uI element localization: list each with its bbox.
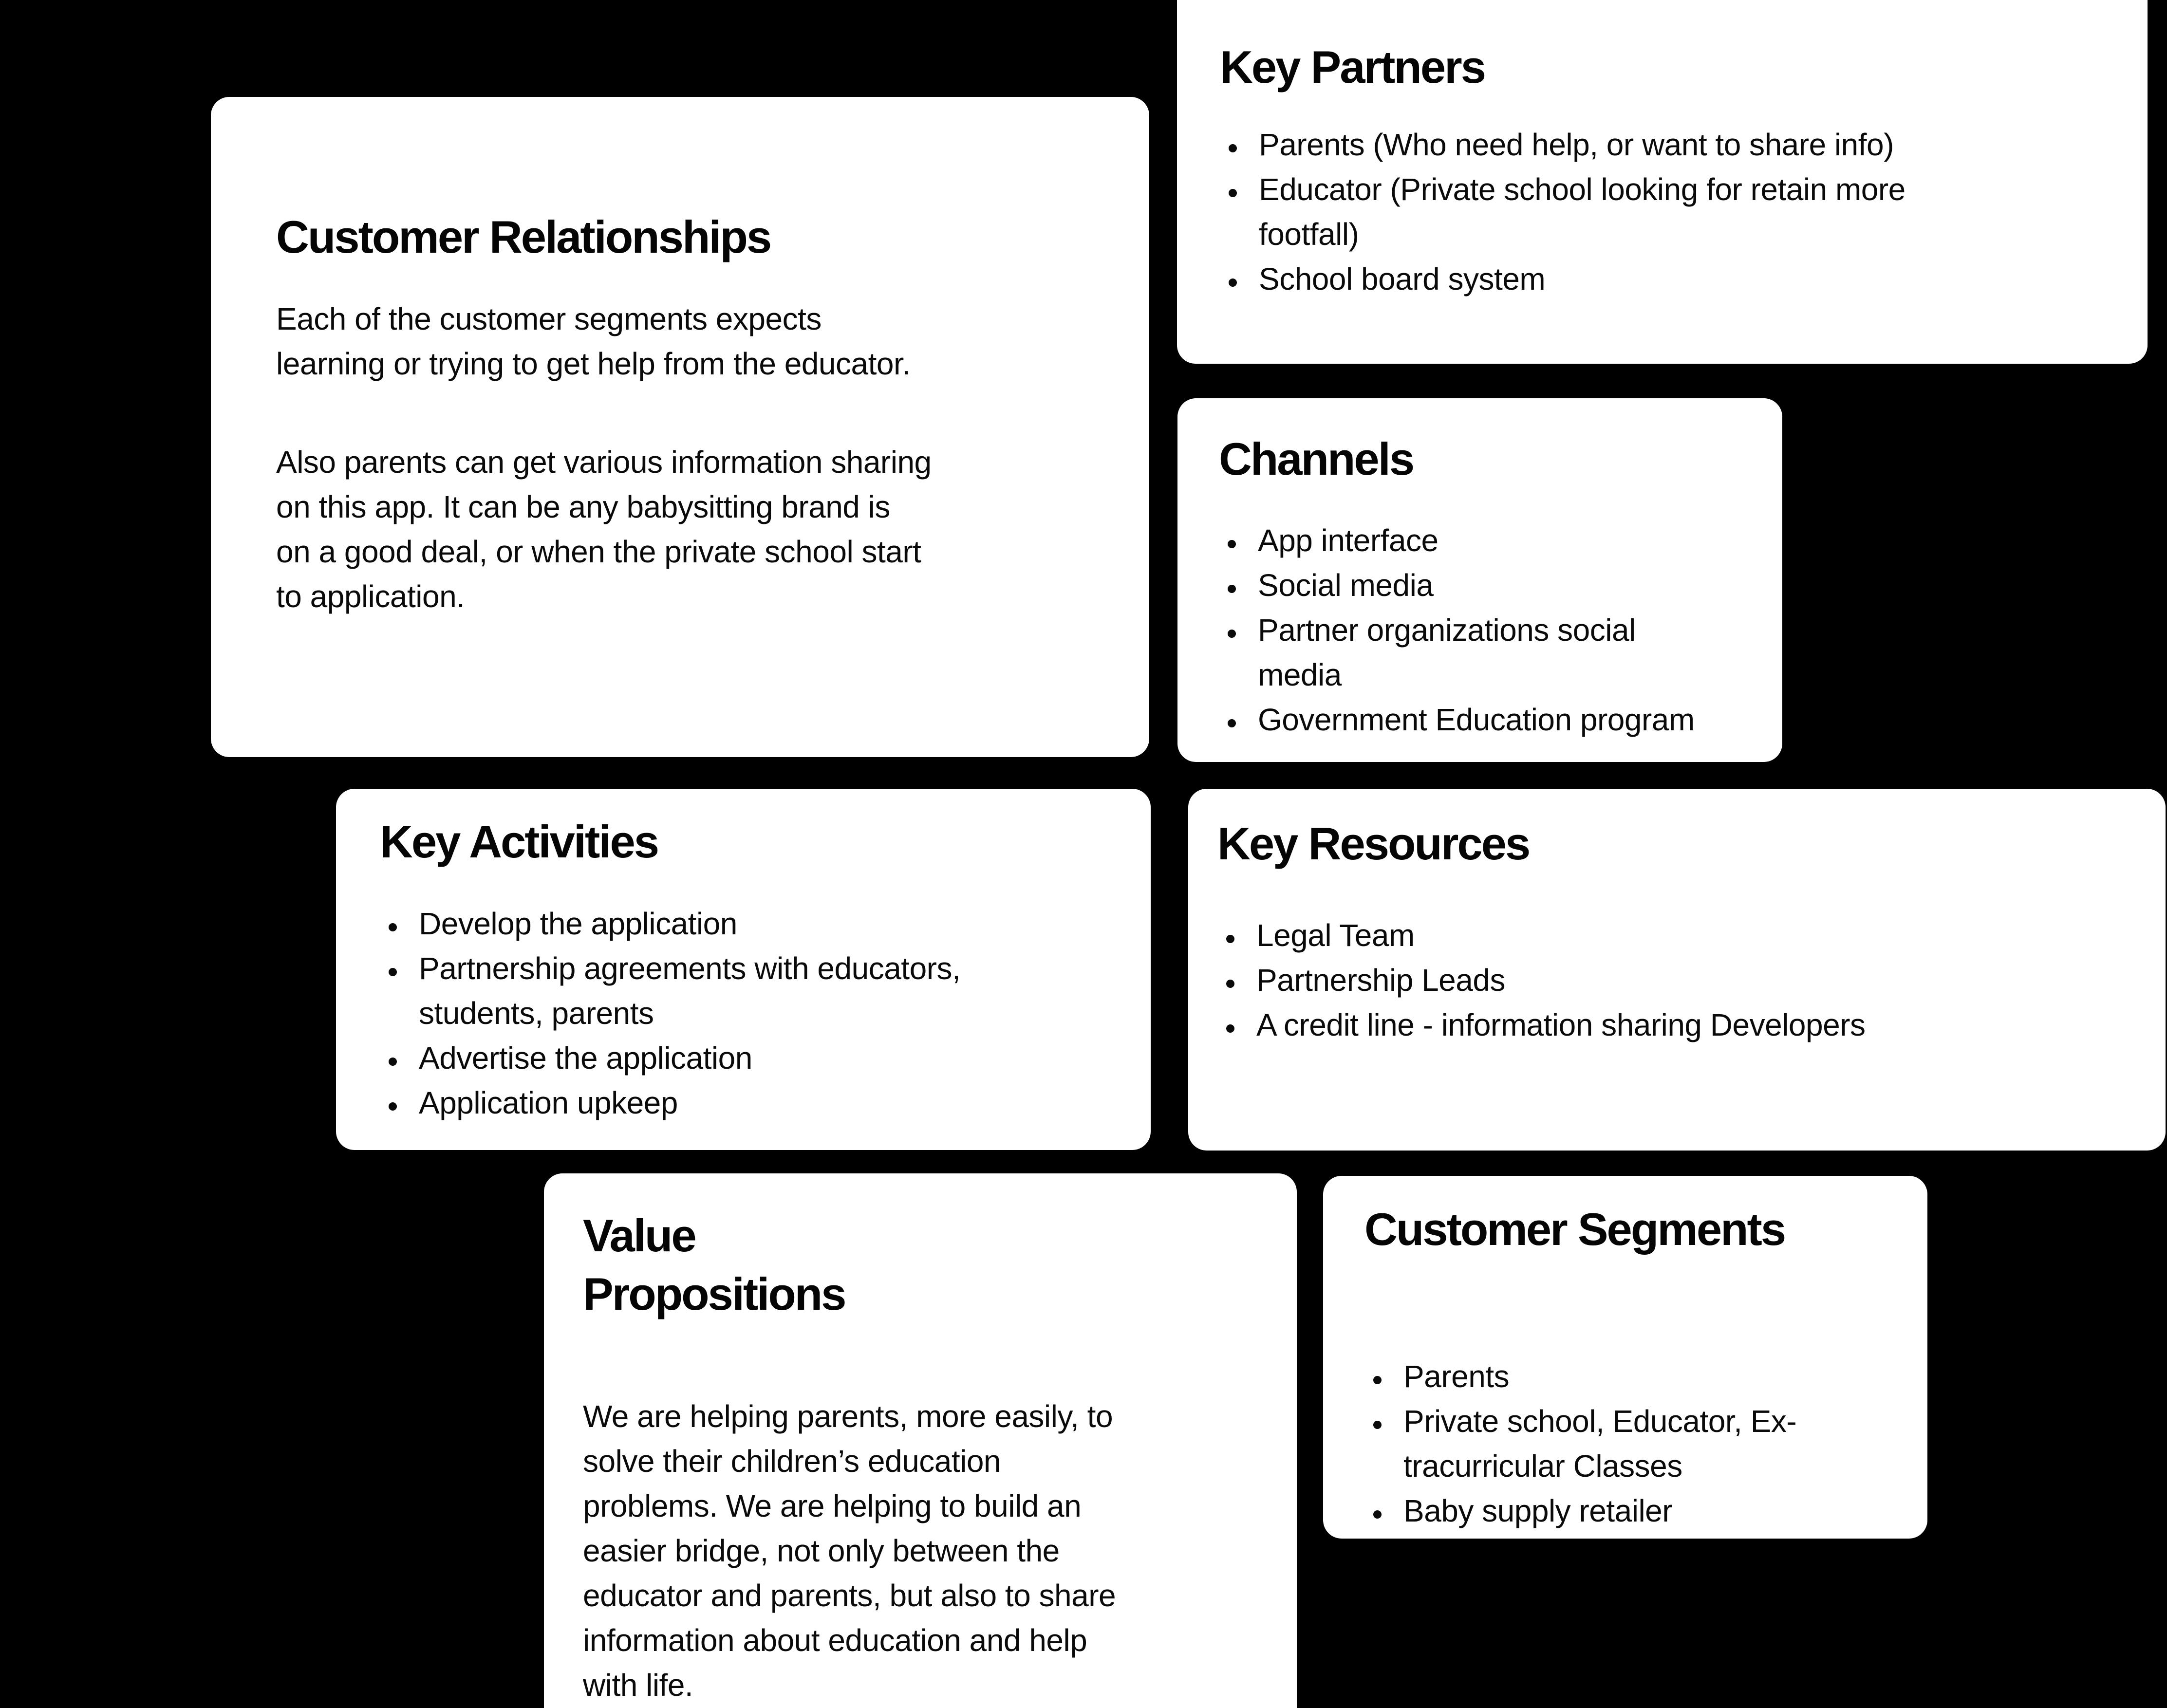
paragraph-line: Also parents can get various information sharing xyxy=(276,445,932,480)
bullet-item: Parents (Who need help, or want to share info) xyxy=(1220,122,1905,167)
bullet-item: Social media xyxy=(1219,563,1695,608)
card-customer-segments[interactable] xyxy=(1323,1176,1927,1539)
card-title xyxy=(276,208,770,266)
bullet-item: Parents xyxy=(1364,1354,1796,1399)
card-title xyxy=(583,1207,845,1323)
card-title xyxy=(1217,815,1529,873)
paragraph-line: with life. xyxy=(583,1668,693,1703)
card-title-line: Customer Relationships xyxy=(276,211,771,262)
bullet-item: Government Education program xyxy=(1219,697,1695,742)
card-title xyxy=(380,813,658,871)
bullet-item-continuation: footfall) xyxy=(1259,217,1359,252)
bullet-item: Baby supply retailer xyxy=(1364,1488,1796,1533)
bullet-item: School board system xyxy=(1220,257,1905,301)
paragraph xyxy=(276,440,932,619)
paragraph-line: on this app. It can be any babysitting brand is xyxy=(276,489,890,524)
card-key-resources[interactable] xyxy=(1188,789,2166,1151)
card-key-activities[interactable] xyxy=(336,789,1151,1150)
card-title xyxy=(1220,38,1485,96)
bullet-item: Develop the application xyxy=(380,901,960,946)
bullet-list xyxy=(1220,122,1905,301)
card-title-line: Key Resources xyxy=(1217,818,1530,869)
bullet-list xyxy=(1364,1354,1796,1533)
bullet-item-continuation: media xyxy=(1258,657,1342,692)
paragraph-line: learning or trying to get help from the educator. xyxy=(276,346,911,381)
card-title xyxy=(1219,430,1413,488)
paragraph-line: on a good deal, or when the private school start xyxy=(276,534,921,569)
bullet-item: Educator (Private school looking for retain more xyxy=(1220,167,1905,212)
bullet-list xyxy=(1217,913,1866,1047)
paragraph-line: easier bridge, not only between the xyxy=(583,1533,1060,1568)
bullet-list xyxy=(380,901,960,1125)
paragraph-line: problems. We are helping to build an xyxy=(583,1488,1082,1523)
bullet-item: Partnership agreements with educators, xyxy=(380,946,960,991)
card-title-line: Key Partners xyxy=(1220,41,1485,93)
bullet-item-continuation: tracurricular Classes xyxy=(1403,1448,1682,1484)
paragraph-line: educator and parents, but also to share xyxy=(583,1578,1116,1613)
card-key-partners[interactable] xyxy=(1177,0,2148,364)
bullet-item: App interface xyxy=(1219,518,1695,563)
bullet-item: Partnership Leads xyxy=(1217,958,1866,1003)
bullet-item: Legal Team xyxy=(1217,913,1866,958)
card-channels[interactable] xyxy=(1177,398,1782,762)
card-title-line: Value xyxy=(583,1210,695,1261)
card-customer-relationships[interactable] xyxy=(211,97,1149,757)
bullet-item: Private school, Educator, Ex- xyxy=(1364,1399,1796,1444)
paragraph-line: information about education and help xyxy=(583,1623,1087,1658)
card-title-line: Key Activities xyxy=(380,816,658,867)
bullet-item: A credit line - information sharing Developers xyxy=(1217,1003,1866,1047)
paragraph-line: Each of the customer segments expects xyxy=(276,301,822,336)
paragraph-line: We are helping parents, more easily, to xyxy=(583,1399,1113,1434)
bullet-item: Advertise the application xyxy=(380,1036,960,1080)
paragraph xyxy=(583,1394,1116,1708)
bullet-item: Application upkeep xyxy=(380,1080,960,1125)
bullet-list xyxy=(1219,518,1695,742)
bullet-item: Partner organizations social xyxy=(1219,608,1695,652)
paragraph-line: solve their children’s education xyxy=(583,1444,1001,1479)
card-title-line: Propositions xyxy=(583,1268,845,1319)
card-title-line: Customer Segments xyxy=(1364,1204,1785,1255)
paragraph xyxy=(276,297,911,386)
card-title xyxy=(1364,1200,1785,1259)
card-value-propositions[interactable] xyxy=(544,1173,1297,1708)
bullet-item-continuation: students, parents xyxy=(419,996,654,1031)
paragraph-line: to application. xyxy=(276,579,465,614)
card-title-line: Channels xyxy=(1219,433,1414,484)
